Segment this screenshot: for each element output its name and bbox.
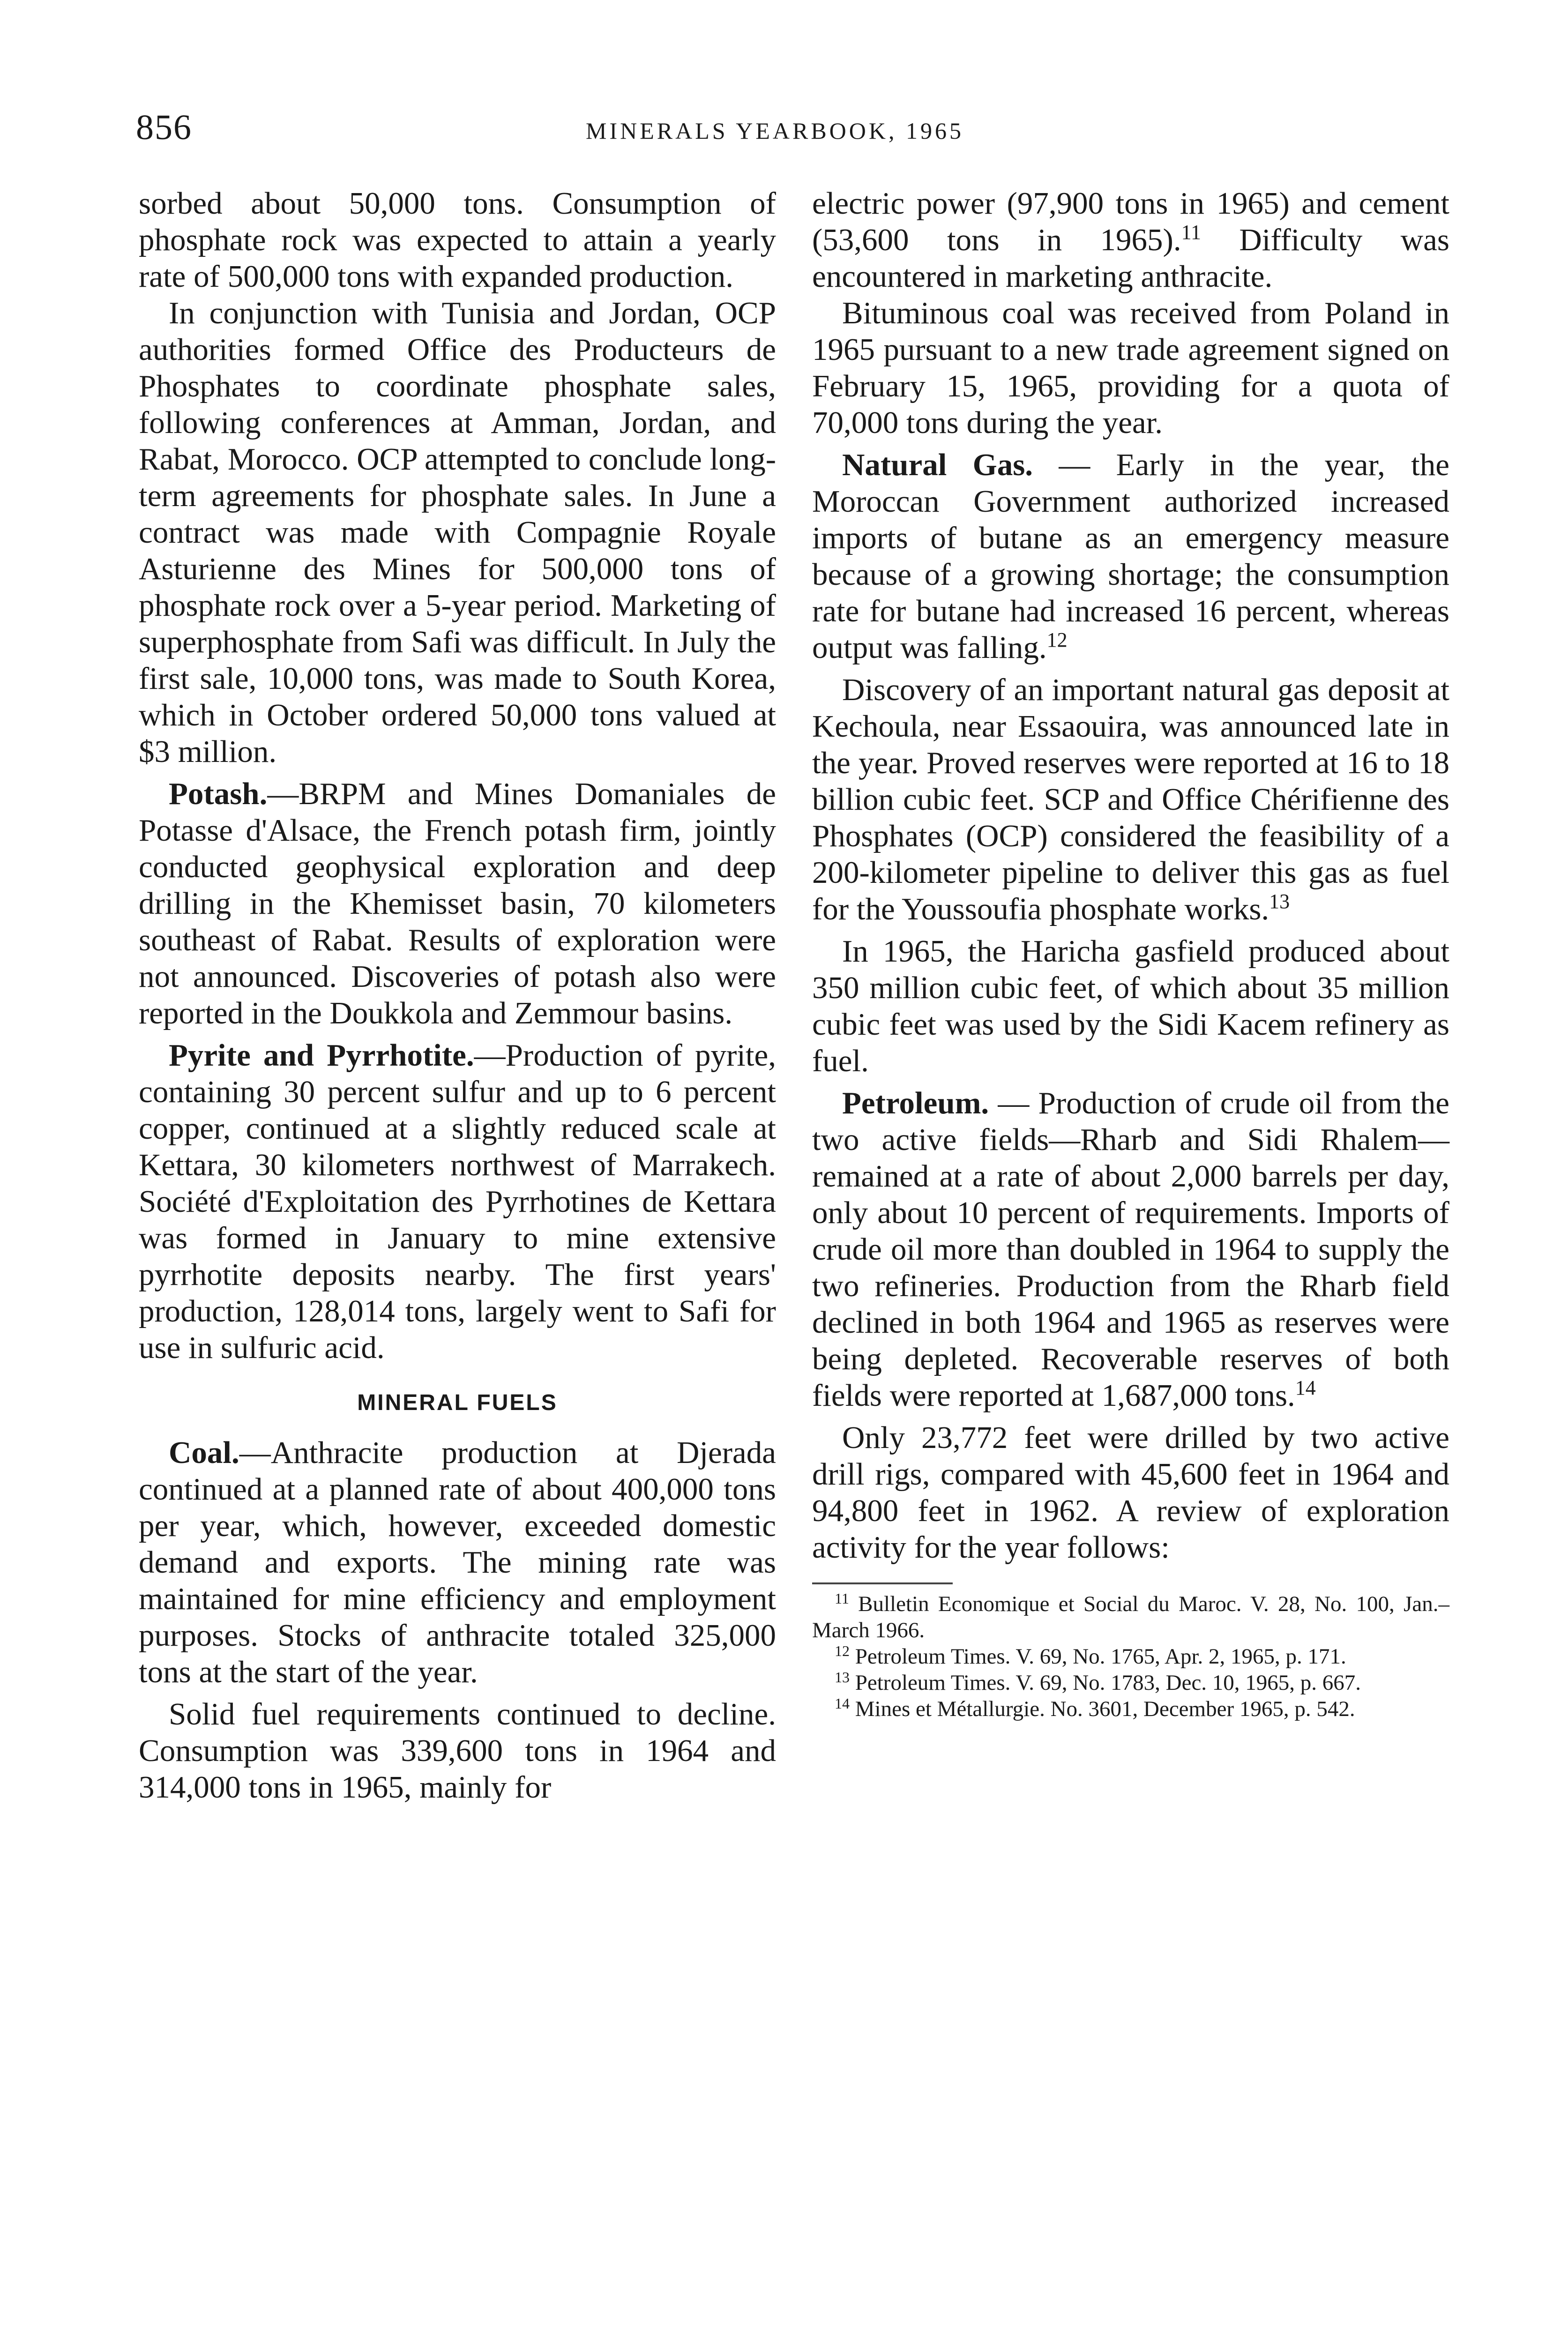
footnote	[812, 1591, 1449, 1643]
footnote-divider	[812, 1582, 953, 1584]
potash-heading: Potash.	[169, 776, 268, 811]
paragraph-electric-power	[812, 185, 1449, 295]
footnote-text: Bulletin Economique et Social du Maroc. V. 28, No. 100, Jan.–March 1966.	[812, 1592, 1449, 1642]
paragraph-bituminous-coal: Bituminous coal was received from Poland in 1965 pursuant to a new trade agreement signed on February 15, 1965, providing for a quota of 70,000 tons during the year.	[812, 296, 1449, 440]
coal-heading: Coal.	[169, 1435, 239, 1470]
footnote-number: 11	[835, 1590, 849, 1607]
running-head: MINERALS YEARBOOK, 1965	[586, 118, 964, 144]
electric-power-tail: Difficulty was encountered in marketing anthracite.	[812, 223, 1449, 294]
footnote-number: 12	[835, 1642, 850, 1659]
natural-gas-text: — Early in the year, the Moroccan Government authorized increased imports of butane as an emergency measure because of a growing shortage; the consumption rate for butane had increased 16 percent, whereas output was falling.	[812, 448, 1450, 665]
potash-text: —BRPM and Mines Domaniales de Potasse d'Alsace, the French potash firm, jointly conducted geophysical exploration and deep drilling in the Khemisset basin, 70 kilometers southeast of Rabat. Results of exploration were not announced. Discoveries of potash also were reported in the Doukkola and Zemmour basins.	[139, 776, 776, 1030]
footnote	[812, 1670, 1449, 1696]
pyrite-heading: Pyrite and Pyrrhotite.	[169, 1038, 474, 1073]
petroleum-text: — Production of crude oil from the two active fields—Rharb and Sidi Rhalem—remained at a rate of about 2,000 barrels per day, only about 10 percent of requirements. Imports of crude oil more than doubled in 1964 to supply the two refineries. Production from the Rharb field declined in both 1964 and 1965 as reserves were being depleted. Recoverable reserves of both fields were reported at 1,687,000 tons.	[812, 1086, 1449, 1413]
footnote-number: 14	[835, 1695, 850, 1712]
paragraph-coal	[139, 1434, 776, 1690]
page-number: 856	[136, 108, 192, 147]
pyrite-text: —Production of pyrite, containing 30 percent sulfur and up to 6 percent copper, continued at a slightly reduced scale at Kettara, 30 kilometers northwest of Marrakech. Société d'Exploitation des Pyrrhotines de Kettara was formed in January to mine extensive pyrrhotite deposits nearby. The first years' production, 128,014 tons, largely went to Safi for use in sulfuric acid.	[139, 1038, 776, 1365]
paragraph-petroleum	[812, 1085, 1449, 1414]
paragraph-haricha: In 1965, the Haricha gasfield produced about 350 million cubic feet, of which about 35 million cubic feet was used by the Sidi Kacem refinery as fuel.	[812, 934, 1449, 1078]
paragraph-phosphate-consumption: sorbed about 50,000 tons. Consumption of phosphate rock was expected to attain a yearly rate of 500,000 tons with expanded production.	[139, 186, 776, 294]
footnote-number: 13	[835, 1669, 850, 1686]
footnote-text: Mines et Métallurgie. No. 3601, December 1965, p. 542.	[855, 1697, 1355, 1721]
electric-power-text: electric power (97,900 tons in 1965) and cement (53,600 tons in 1965).	[812, 186, 1449, 257]
page-header	[136, 104, 1448, 156]
paragraph-solid-fuel: Solid fuel requirements continued to decline. Consumption was 339,600 tons in 1964 and 314,000 tons in 1965, mainly for	[139, 1697, 776, 1805]
left-column	[139, 185, 776, 1806]
discovery-text: Discovery of an important natural gas deposit at Kechoula, near Essaouira, was announced late in the year. Proved reserves were reported at 16 to 18 billion cubic feet. SCP and Office Chérifienne des Phosphates (OCP) considered the feasibility of a 200-kilometer pipeline to deliver this gas as fuel for the Youssoufia phosphate works.	[812, 672, 1449, 926]
paragraph-kechoula-discovery	[812, 672, 1449, 927]
footnote	[812, 1643, 1449, 1670]
paragraph-potash	[139, 776, 776, 1031]
footnote-text: Petroleum Times. V. 69, No. 1783, Dec. 10, 1965, p. 667.	[855, 1671, 1361, 1695]
petroleum-heading: Petroleum.	[842, 1086, 989, 1120]
paragraph-pyrite	[139, 1037, 776, 1366]
footnote-text: Petroleum Times. V. 69, No. 1765, Apr. 2, 1965, p. 171.	[855, 1644, 1346, 1669]
footnote-ref-14: 14	[1295, 1376, 1316, 1399]
footnote	[812, 1696, 1449, 1722]
natural-gas-heading: Natural Gas.	[842, 448, 1033, 482]
coal-text: —Anthracite production at Djerada continued at a planned rate of about 400,000 tons per year, which, however, exceeded domestic demand and exports. The mining rate was maintained for mine efficiency and employment purposes. Stocks of anthracite totaled 325,000 tons at the start of the year.	[139, 1435, 776, 1689]
footnote-ref-12: 12	[1046, 628, 1068, 651]
footnote-ref-13: 13	[1269, 890, 1290, 913]
paragraph-drilling: Only 23,772 feet were drilled by two active drill rigs, compared with 45,600 feet in 1964 and 94,800 feet in 1962. A review of exploration activity for the year follows:	[812, 1420, 1449, 1565]
footnote-ref-11: 11	[1181, 221, 1201, 244]
paragraph-ocp-sales: In conjunction with Tunisia and Jordan, OCP authorities formed Office des Producteurs de Phosphates to coordinate phosphate sales, following conferences at Amman, Jordan, and Rabat, Morocco. OCP attempted to conclude long-term agreements for phosphate sales. In June a contract was made with Compagnie Royale Asturienne des Mines for 500,000 tons of phosphate rock over a 5-year period. Marketing of superphosphate from Safi was difficult. In July the first sale, 10,000 tons, was made to South Korea, which in October ordered 50,000 tons valued at $3 million.	[139, 296, 776, 769]
footnotes	[812, 1591, 1449, 1722]
section-heading-mineral-fuels: MINERAL FUELS	[357, 1390, 558, 1415]
paragraph-natural-gas	[812, 447, 1449, 666]
right-column	[812, 185, 1449, 1722]
